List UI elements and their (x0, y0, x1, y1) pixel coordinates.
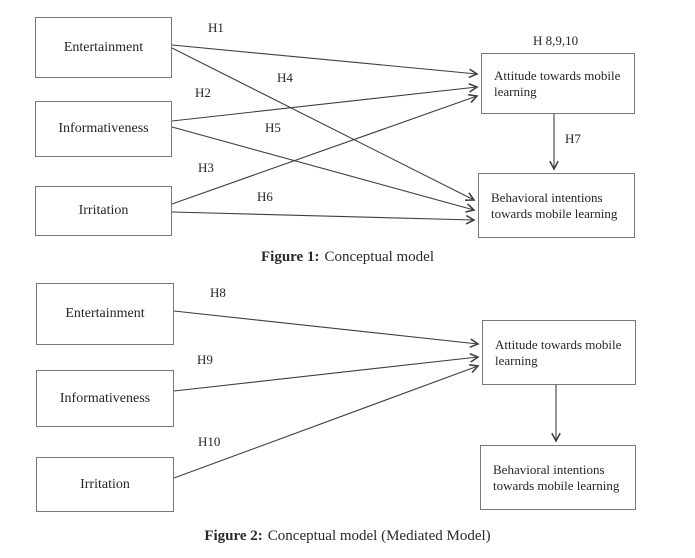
figure2-caption-text: Conceptual model (Mediated Model) (267, 528, 491, 544)
fig1-h6-label: H6 (257, 189, 273, 204)
fig1-h2-label: H2 (195, 85, 211, 100)
fig2-arrow-h10 (174, 366, 478, 478)
fig1-h3-label: H3 (198, 160, 214, 175)
fig1-informativeness-box: Informativeness (35, 101, 172, 157)
fig1-h4-label: H4 (277, 70, 293, 85)
fig2-arrow-h9 (174, 357, 478, 391)
figure2-caption-label: Figure 2: (204, 528, 263, 544)
fig2-h10-label: H10 (198, 434, 221, 449)
fig1-arrow-h5 (172, 127, 474, 210)
fig2-irritation-box: Irritation (36, 457, 174, 512)
fig2-h9-label: H9 (197, 352, 213, 367)
fig1-irritation-box: Irritation (35, 186, 172, 236)
fig2-arrow-h8 (174, 311, 478, 344)
fig1-arrow-h3 (172, 96, 477, 204)
fig1-arrow-h1 (172, 45, 477, 74)
fig1-arrow-h6 (172, 212, 474, 220)
fig1-behavioral-box: Behavioral intentions towards mobile learning (478, 173, 635, 238)
fig2-entertainment-box: Entertainment (36, 283, 174, 345)
figure2-caption (0, 528, 695, 545)
fig2-attitude-box: Attitude towards mobile learning (482, 320, 636, 385)
fig1-arrow-h2 (172, 87, 477, 121)
figure1-caption (0, 249, 695, 266)
fig1-arrow-h4 (172, 48, 474, 200)
figure1-caption-label: Figure 1: (260, 249, 320, 265)
fig2-behavioral-box: Behavioral intentions towards mobile learning (480, 445, 636, 510)
fig1-h8910-label: H 8,9,10 (533, 33, 579, 48)
figure1-caption-text: Conceptual model (324, 249, 435, 265)
fig1-entertainment-box: Entertainment (35, 17, 172, 78)
fig1-h5-label: H5 (265, 120, 281, 135)
fig1-h1-label: H1 (208, 20, 224, 35)
fig2-informativeness-box: Informativeness (36, 370, 174, 427)
fig1-attitude-box: Attitude towards mobile learning (481, 53, 635, 114)
fig1-h7-label: H7 (565, 131, 581, 146)
fig2-h8-label: H8 (210, 285, 226, 300)
